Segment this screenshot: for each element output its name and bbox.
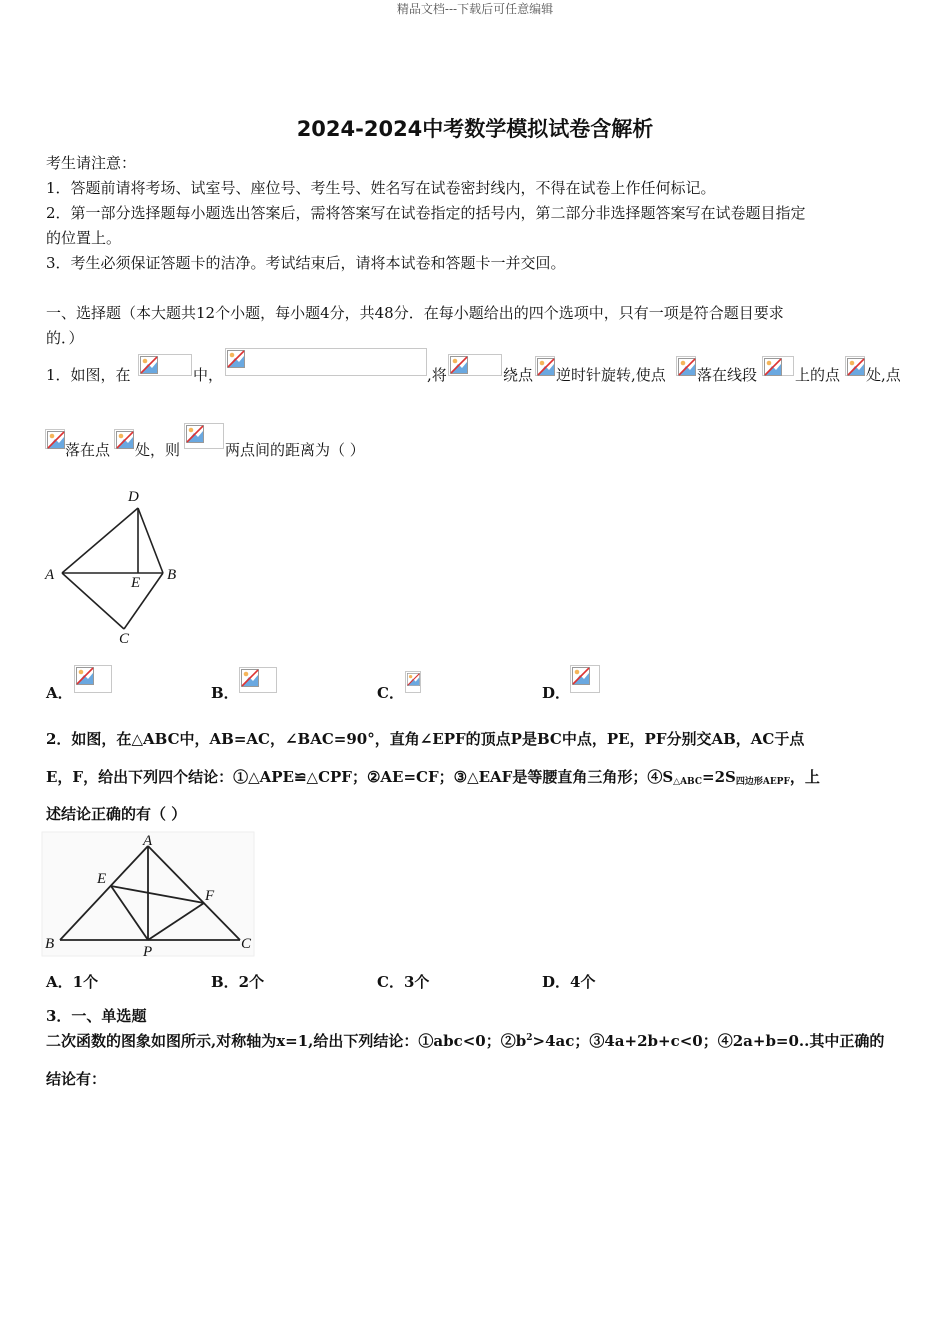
q1-text-9: 落在点 (65, 441, 111, 459)
broken-image-icon (138, 354, 192, 376)
q2-label-C: C (241, 936, 252, 952)
notice-heading: 考生请注意： (46, 154, 137, 172)
broken-image-icon (570, 665, 600, 693)
q2-option-d[interactable]: D．4个 (542, 973, 596, 991)
q1-text-10: 处，则 (135, 441, 181, 459)
q1-label-C: C (119, 631, 130, 647)
broken-image-icon (239, 667, 277, 693)
page-title: 2024-2024中考数学模拟试卷含解析 (296, 117, 654, 141)
notice-item-1: 1．答题前请将考场、试室号、座位号、考生号、姓名写在试卷密封线内，不得在试卷上作任何标记。 (46, 179, 716, 197)
q1-option-b[interactable]: B． (211, 684, 239, 702)
section-heading: 一、选择题（本大题共12个小题，每小题4分，共48分．在每小题给出的四个选项中，只有一项是符合题目要求 (46, 304, 784, 322)
q2-label-B: B (45, 936, 55, 952)
q2-label-P: P (143, 944, 153, 958)
broken-image-icon (845, 356, 865, 376)
q1-label-B: B (167, 567, 177, 583)
q1-option-c[interactable]: C． (377, 684, 404, 702)
broken-image-icon (225, 348, 427, 376)
notice-item-3: 3．考生必须保证答题卡的洁净。考试结束后，请将本试卷和答题卡一并交回。 (46, 254, 566, 272)
q2-line-3: 述结论正确的有（ ） (46, 805, 187, 823)
q1-text-7: 上的点 (795, 366, 841, 384)
broken-image-icon (184, 423, 224, 449)
q1-text-6: 落在线段 (697, 366, 758, 384)
q1-option-d[interactable]: D． (542, 684, 571, 702)
broken-image-icon (535, 356, 555, 376)
q1-text-3: ,将 (427, 366, 447, 384)
q2-option-b[interactable]: B．2个 (211, 973, 265, 991)
broken-image-icon (74, 665, 112, 693)
q1-label-A: A (45, 567, 55, 583)
q2-label-A: A (143, 833, 153, 849)
q1-text-1: 1．如图，在 (46, 366, 131, 384)
broken-image-icon (405, 671, 421, 693)
broken-image-icon (114, 429, 134, 449)
q1-figure (40, 485, 200, 650)
q1-text-11: 两点间的距离为（ ） (225, 441, 365, 459)
q1-text-4: 绕点 (503, 366, 534, 384)
q1-label-D: D (128, 489, 139, 505)
notice-item-2-cont: 的位置上。 (46, 229, 122, 247)
broken-image-icon (45, 429, 65, 449)
q2-option-a[interactable]: A．1个 (46, 973, 99, 991)
q3-line-1: 二次函数的图象如图所示,对称轴为x=1,给出下列结论：①abc<0；$②b^2>4ac$；③4a+2b+c<0；④2a+b=0..其中正确的 (46, 1032, 885, 1050)
q2-label-F: F (205, 888, 215, 904)
q1-text-5: 逆时针旋转,使点 (556, 366, 666, 384)
broken-image-icon (676, 356, 696, 376)
q2-option-c[interactable]: C．3个 (377, 973, 430, 991)
q1-label-E: E (131, 575, 141, 591)
q1-option-a[interactable]: A． (46, 684, 73, 702)
notice-item-2: 2．第一部分选择题每小题选出答案后，需将答案写在试卷指定的括号内，第二部分非选择题答案写在试卷题目指定 (46, 204, 806, 222)
q2-label-E: E (97, 871, 107, 887)
q3-heading: 3．一、单选题 (46, 1007, 147, 1025)
section-heading-cont: 的．） (46, 329, 84, 347)
header-watermark: 精品文档---下载后可任意编辑 (396, 2, 554, 16)
q2-figure (40, 830, 256, 958)
q1-text-2: 中， (193, 366, 224, 384)
broken-image-icon (762, 356, 794, 376)
q1-text-8: 处,点 (866, 366, 901, 384)
q2-line-1: 2．如图，在△ABC中，AB=AC，∠BAC=90°，直角∠EPF的顶点P是BC中点，PE，PF分别交AB，AC于点 (46, 730, 805, 748)
broken-image-icon (448, 354, 502, 376)
q2-line-2: E，F，给出下列四个结论：①△APE≌△CPF；②AE=CF；③△EAF是等腰直角三角形；$④S_{\triangle ABC}=2S_{四边形AEPF}$，上 (46, 768, 820, 787)
q3-line-2: 结论有： (46, 1070, 107, 1088)
